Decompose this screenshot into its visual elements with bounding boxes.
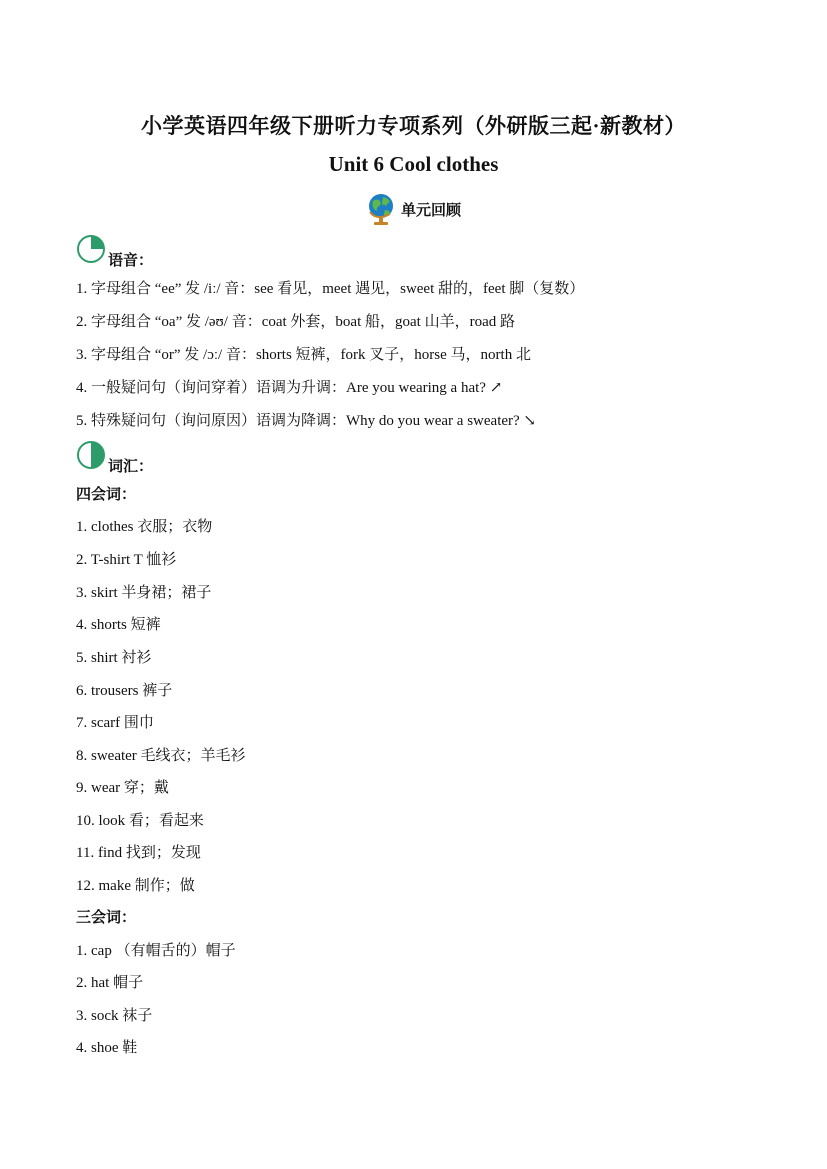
quarter-circle-icon <box>76 234 106 264</box>
vocab-item: 1. cap （有帽舌的）帽子 <box>76 943 236 959</box>
vocab-heading <box>76 440 276 476</box>
phonics-item: 4. 一般疑问句（询问穿着）语调为升调：Are you wearing a hat? ↗ <box>76 380 503 396</box>
vocab-item: 11. find 找到；发现 <box>76 845 201 861</box>
phonics-item: 2. 字母组合 “oa” 发 /əʊ/ 音：coat 外套，boat 船，goat 山羊，road 路 <box>76 314 515 330</box>
phonics-item: 1. 字母组合 “ee” 发 /iː/ 音：see 看见，meet 遇见，sweet 甜的，feet 脚（复数） <box>76 281 585 297</box>
phonics-heading <box>76 234 276 270</box>
unit-review-heading <box>366 192 461 226</box>
vocab-item: 9. wear 穿；戴 <box>76 780 169 796</box>
vocab-item: 4. shorts 短裤 <box>76 617 161 633</box>
vocab-item: 1. clothes 衣服；衣物 <box>76 519 213 535</box>
vocab-item: 2. hat 帽子 <box>76 975 144 991</box>
document-title: 小学英语四年级下册听力专项系列（外研版三起·新教材） <box>140 114 686 138</box>
phonics-label: 语音： <box>108 253 154 269</box>
vocab-item: 7. scarf 围巾 <box>76 715 154 731</box>
three-skill-heading: 三会词： <box>76 910 137 926</box>
vocab-item: 3. sock 袜子 <box>76 1008 153 1024</box>
vocab-item: 12. make 制作；做 <box>76 878 195 894</box>
vocab-item: 3. skirt 半身裙；裙子 <box>76 585 212 601</box>
four-skill-heading: 四会词： <box>76 487 137 503</box>
half-circle-icon <box>76 440 106 470</box>
unit-title: Unit 6 Cool clothes <box>328 152 499 176</box>
vocab-item: 2. T-shirt T 恤衫 <box>76 552 177 568</box>
unit-review-label: 单元回顾 <box>401 202 462 219</box>
phonics-item: 3. 字母组合 “or” 发 /ɔː/ 音：shorts 短裤，fork 叉子，horse 马，north 北 <box>76 347 531 363</box>
vocab-item: 6. trousers 裤子 <box>76 683 173 699</box>
vocab-item: 5. shirt 衬衫 <box>76 650 152 666</box>
globe-icon <box>366 192 398 226</box>
vocab-label: 词汇： <box>108 459 154 475</box>
vocab-item: 8. sweater 毛线衣；羊毛衫 <box>76 748 246 764</box>
vocab-item: 4. shoe 鞋 <box>76 1040 138 1056</box>
phonics-item: 5. 特殊疑问句（询问原因）语调为降调：Why do you wear a sweater? ↘ <box>76 413 536 429</box>
vocab-item: 10. look 看；看起来 <box>76 813 204 829</box>
